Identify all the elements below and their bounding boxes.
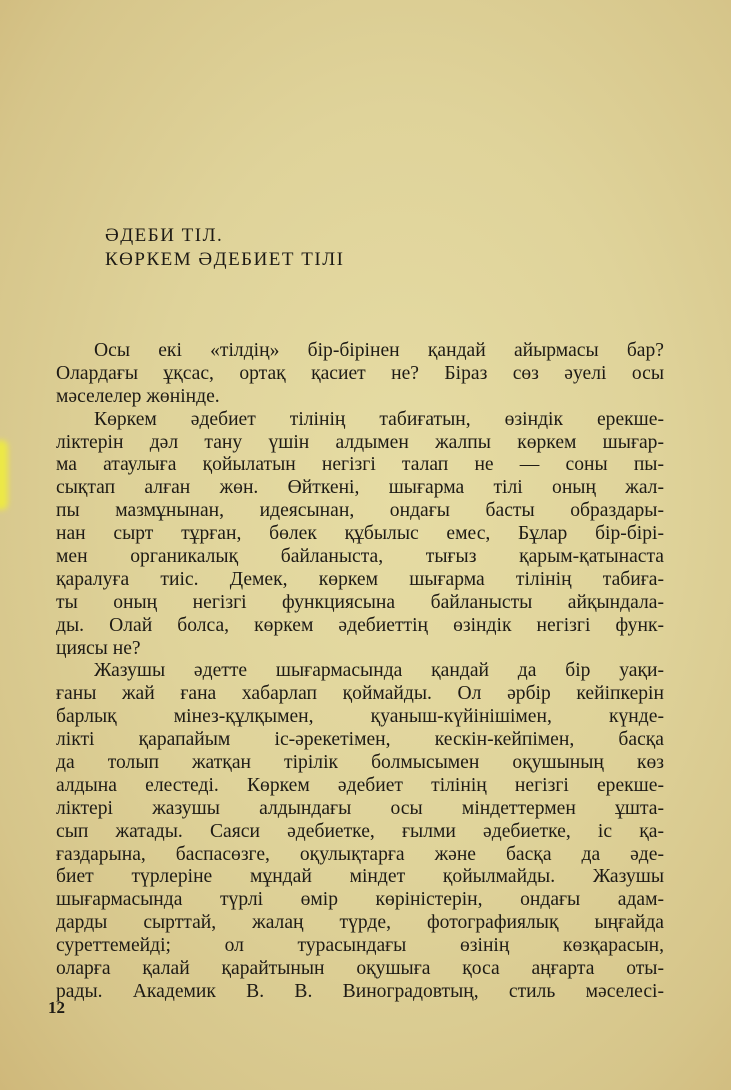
text-line: циясы не?	[56, 637, 141, 659]
text-line: ліктерін дәл тану үшін алдымен жалпы көркем шығар-	[56, 431, 664, 453]
text-line: ма атаулыға қойылатын негізгі талап не — соны пы-	[56, 454, 664, 476]
highlighter-mark	[0, 440, 8, 510]
text-line: оларға қалай қарайтынын оқушыға қоса аңғарта оты-	[56, 958, 664, 980]
heading-line-2: КӨРКЕМ ӘДЕБИЕТ ТІЛІ	[105, 249, 345, 270]
paragraph-1	[56, 340, 664, 409]
paragraph-3	[56, 660, 664, 1003]
text-line: сып жатады. Саяси әдебиетке, ғылми әдебиетке, іс қа-	[56, 820, 664, 842]
text-line: биет түрлеріне мұндай міндет қойылмайды. Жазушы	[56, 866, 664, 888]
text-line: да толып жатқан тірілік болмысымен оқушының көз	[56, 752, 664, 774]
page-number: 12	[48, 998, 65, 1017]
text-line: ты оның негізгі функциясына байланысты айқындала-	[56, 591, 664, 613]
text-line: Олардағы ұқсас, ортақ қасиет не? Біраз сөз әуелі осы	[56, 362, 664, 384]
text-line: барлық мінез-құлқымен, қуаныш-күйінішімен, күнде-	[56, 706, 664, 728]
text-line: лікті қарапайым іс-әрекетімен, кескін-кейпімен, басқа	[56, 729, 664, 751]
text-line: қаралуға тиіс. Демек, көркем шығарма тілінің табиға-	[56, 568, 664, 590]
text-line: нан сырт тұрған, бөлек құбылыс емес, Бұлар бір-бірі-	[56, 523, 664, 545]
text-line: Осы екі «тілдің» бір-бірінен қандай айырмасы бар?	[94, 340, 664, 361]
text-line: шығармасында түрлі өмір көріністерін, ондағы адам-	[56, 889, 664, 911]
text-line: ды. Олай болса, көркем әдебиеттің өзіндік негізгі функ-	[56, 614, 664, 636]
text-line: ғаны жай ғана хабарлап қоймайды. Ол әрбір кейіпкерін	[56, 683, 664, 705]
text-line: сықтап алған жөн. Өйткені, шығарма тілі оның жал-	[56, 477, 664, 499]
text-line: пы мазмұнынан, идеясынан, ондағы басты образдары-	[56, 500, 664, 522]
text-line: рады. Академик В. В. Виноградовтың, стиль мәселесі-	[56, 980, 664, 1002]
paragraph-2	[56, 409, 664, 661]
body-text	[56, 340, 664, 1004]
text-line: алдына елестеді. Көркем әдебиет тілінің негізгі ерекше-	[56, 774, 664, 796]
text-line: мәселелер жөнінде.	[56, 385, 220, 407]
text-line: ліктері жазушы алдындағы осы міндеттермен ұшта-	[56, 797, 664, 819]
text-line: дарды сырттай, жалаң түрде, фотографиялық ыңғайда	[56, 912, 664, 934]
text-line: суреттемейді; ол турасындағы өзінің көзқарасын,	[56, 935, 664, 957]
chapter-heading	[105, 224, 344, 272]
text-line: Көркем әдебиет тілінің табиғатын, өзіндік ерекше-	[94, 408, 664, 430]
text-line: мен органикалық байланыста, тығыз қарым-қатынаста	[56, 546, 664, 568]
heading-line-1: ӘДЕБИ ТІЛ.	[105, 225, 224, 246]
text-line: Жазушы әдетте шығармасында қандай да бір уақи-	[94, 660, 664, 682]
text-line: ғаздарына, баспасөзге, оқулықтарға және басқа да әде-	[56, 843, 664, 865]
